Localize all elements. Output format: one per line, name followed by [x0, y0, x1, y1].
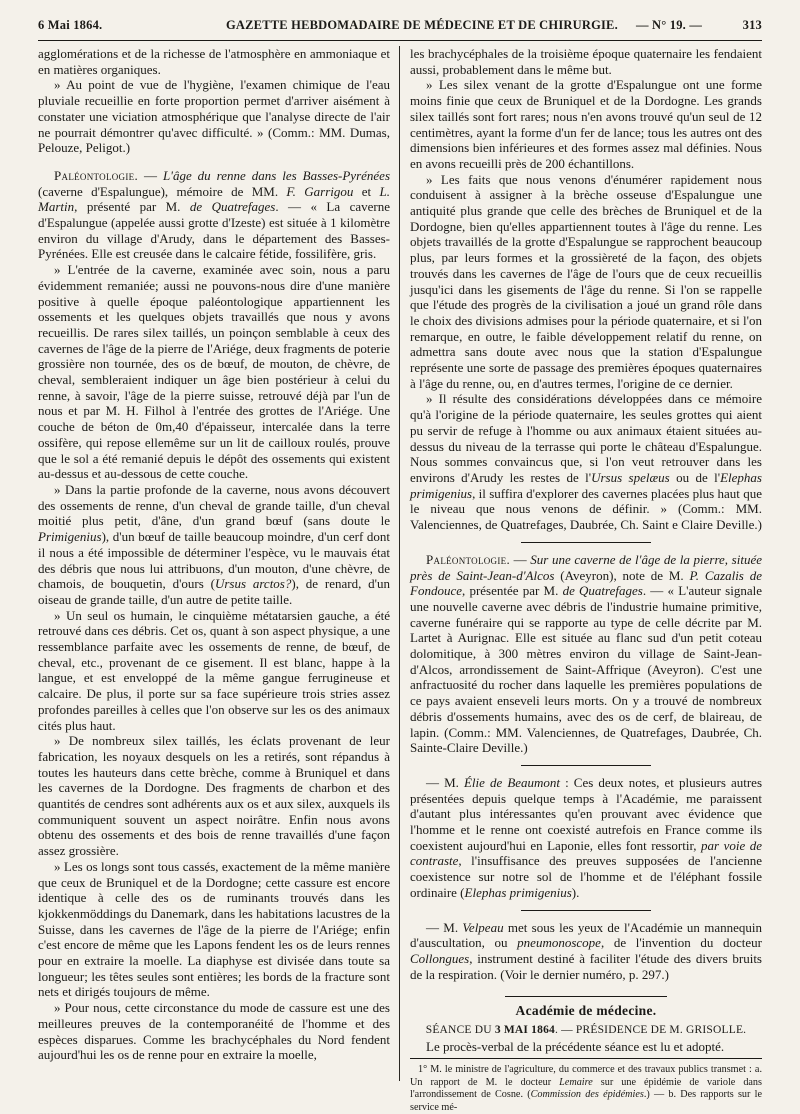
text: , l'insuffisance des preuves supposées de l'ancienne coexistence sur notre sol de l'homme et de l'éléphant fossile ordinaire ( — [410, 853, 762, 900]
dash: — — [138, 167, 163, 183]
paragraph: » Un seul os humain, le cinquième métatarsien gauche, a été retrouvé dans ces débris. Cet os, quant à son aspect physique, a une ressemblance parfaite avec les ossements de renne, de bœuf, de cheval, etc., provenant de ce gisement. Il est blanc, happe à la langue, et est enveloppé de la même gangue ferrugineuse et calcaire. De plus, il porte sur sa face supérieure trois stries assez profondes pareilles à celles que l'on observe sur les os des animaux cités plus haut. — [38, 607, 390, 733]
text: » Dans la partie profonde de la caverne, nous avons découvert des ossements de renne, d'un cheval de grande taille, d'un cheval moitié plus petit, d'âne, d'un grand bœuf (sans doute le — [38, 481, 390, 529]
text: , présenté par M. — [74, 199, 190, 215]
paragraph: » Pour nous, cette circonstance du mode de cassure est une des meilleures preuves de la contemporanéité de l'homme et des espèces disparues. Comme les brachycéphales du Nord fendent aujourd'hui les os de renne pour en extraire la moelle, — [38, 1000, 390, 1063]
speaker-name: Velpeau — [462, 919, 504, 935]
text: sur une épidémie de variole dans l'arrondissement de Cosne. ( — [410, 1076, 762, 1101]
text: ). — [571, 884, 580, 900]
paragraph — [410, 391, 762, 532]
text: (Aveyron), note de M. — [554, 567, 690, 583]
paleontology-entry-saint-jean-d-alcos — [410, 552, 762, 756]
right-column — [410, 46, 763, 1113]
proces-verbal: Le procès-verbal de la précédente séance est lu et adopté. — [426, 1038, 725, 1054]
text: , il suffira d'explorer des cavernes placées plus haut que le niveau que nous venons de définir. » (Comm.: MM. Valenciennes, de Quatrefages, Daubrée, Ch. Saint e Claire Deville.) — [410, 485, 762, 533]
emphasis: pneumonoscope — [517, 935, 601, 951]
text: 1° M. le ministre de l'agriculture, du commerce et des travaux publics transmet : a. Un rapport de M. le docteur — [410, 1064, 762, 1088]
paragraph: » De nombreux silex taillés, les éclats provenant de leur fabrication, les noyaux desquels on les a retirés, sont répandus à toutes les hauteurs dans cette brèche, comme à Bruniquel et dans les cavernes de la Dordogne. Des fragments de charbon et des quantités de cendres sont adhérents aux os et aux silex, auxquels ils communiquent souvent un aspect noirâtre. Enfin nous avons obtenu des ossements et des bois de renne travaillés d'une façon assez grossière. — [38, 733, 390, 859]
presenter-name: de Quatrefages — [189, 199, 276, 215]
issue-number: — N° 19. — — [636, 18, 703, 32]
species-name: Elephas primigenius — [410, 469, 762, 501]
velpeau-remark — [410, 920, 762, 983]
section-label: Paléontologie. — [426, 551, 510, 567]
paragraph: » Les silex venant de la grotte d'Espalungue ont une forme moins finie que ceux de Bruniquel et de la Dordogne. Les grands silex taillés sont fort rares; nous n'en avons trouvé qu'un seul de 12 centimètres, ayant la forme d'un fer de lance; tous les autres ont des dimensions bien inférieures et des formes assez mal définies. Nous en avons recueilli près de 200 échantillons. — [410, 77, 762, 171]
page-number: 313 — [742, 18, 762, 32]
text: ou de l' — [669, 469, 721, 485]
header-rule — [38, 40, 762, 41]
person-name: Collongues — [410, 950, 470, 966]
issue-date: 6 Mai 1864. — [38, 18, 103, 32]
seance-date: 3 MAI 1864 — [494, 1024, 555, 1037]
species-name: Elephas primigenius — [464, 884, 572, 900]
speaker-name: Élie de Beaumont — [463, 774, 561, 790]
beaumont-remark — [410, 775, 762, 901]
correspondence-note — [410, 1064, 762, 1114]
text: , instrument destiné à faciliter l'étude des divers bruits de la respiration. (Voir le dernier numéro, p. 297.) — [410, 950, 762, 982]
paragraph: les brachycéphales de la troisième époque quaternaire les fendaient aussi, probablement dans le même but. — [410, 46, 762, 77]
text: : Ces deux notes, et plusieurs autres présentées depuis quelque temps à l'Académie, me paraissent d'autant plus intéressantes qu'en prouvant avec évidence que l'homme et le renne ont coexisté autrefois en France comme ils coexistent aujourd'hui en Laponie, elles font ressortir, — [410, 774, 763, 853]
text: — M. — [426, 919, 463, 935]
text: . — « La caverne d'Espalungue (appelée aussi grotte d'Izeste) est située à 1 kilomètre environ du village d'Arudy, dans le département des Basses-Pyrénées. Elle est creusée dans le calcaire fétide, fossilifère, gris. — [38, 199, 390, 262]
note-text — [410, 1064, 762, 1114]
text: (caverne d'Espalungue), mémoire de MM. — [38, 183, 287, 199]
running-head — [38, 18, 762, 40]
paragraph: agglomérations et de la richesse de l'atmosphère en ammoniaque et en matières organiques. — [38, 46, 390, 77]
section-separator — [521, 910, 651, 911]
text: . — « L'auteur signale une nouvelle caverne avec débris de l'industrie humaine primitive, caverne funéraire qui se rapporte au type de celle décrite par M. Lartet à Aurignac. Elle est située au flanc sud d'un petit coteau dolomitique, à 300 mètres environ du village de Saint-Jean-d'Alcos, arrondissement de Saint-Affrique (Aveyron). C'est une anfractuosité du rocher dans laquelle les premières populations de ce pays avaient enseveli leurs morts. On y a trouvé de nombreux débris d'ossements humains, avec des os de cerf, de blaireau, de lapin. (Comm.: MM. Valenciennes, de Quatrefages, Daubrée, Ch. Sainte-Claire Deville.) — [410, 583, 762, 756]
emphasis: par voie de contraste — [410, 837, 762, 869]
presenter-name: de Quatrefages — [562, 583, 643, 599]
section-separator — [505, 996, 667, 997]
species-name: Ursus arctos? — [214, 576, 292, 592]
author-name: L. Martin — [38, 183, 390, 215]
academie-heading: Académie de médecine. — [515, 1003, 657, 1019]
text: .) — b. Des rapports sur le service mé- — [410, 1089, 763, 1113]
paragraph: » Les faits que nous venons d'énumérer rapidement nous conduisent à assigner à la brèche osseuse d'Espalungue une antiquité plus grande que celle des brèches de Bruniquel et de la Dordogne, bien qu'elles appartiennent toutes à l'âge du renne. Les objets travaillés de la grotte d'Espalungue se rapprochent beaucoup plus, par leurs formes et la grossièreté de la façon, des objets trouvés dans les cavernes de l'âge de l'ours que de ceux recueillis jusqu'ici dans les gisements de l'âge du renne. Si l'on se rappelle que l'étude des progrès de la civilisation a joué un grand rôle dans le choix des divisions admises pour la période quaternaire, et si l'on remarque, en outre, le faible développement relatif du renne, on admettra sans doute avec nous que la station d'Espalungue représente une sorte de passage des premières époques quaternaires à l'âge du renne, ou, en d'autres termes, l'origine de ce dernier. — [410, 171, 762, 391]
paragraph: » Au point de vue de l'hygiène, l'examen chimique de l'eau pluviale recueillie en forte proportion permet d'arriver aisément à constater une viciation atmosphérique que l'analyse directe de l'air ne pourrait démontrer qu'avec difficulté. » (Comm.: MM. Dumas, Pelouze, Peligot.) — [38, 77, 390, 156]
journal-title: GAZETTE HEBDOMADAIRE DE MÉDECINE ET DE CHIRURGIE. — [226, 18, 618, 32]
note-title: Sur une caverne de l'âge de la pierre, située près de Saint-Jean-d'Alcos — [410, 551, 762, 583]
text: ), d'un bœuf de taille beaucoup moindre, d'un cerf dont il nous a été impossible de déterminer l'espèce, vu le mauvais état des débris que nous lui attribuons, d'un mouton, d'une chèvre, de chamois, de bouquetin, d'ours ( — [38, 529, 390, 592]
dash: — — [510, 551, 531, 567]
paleontology-entry-espalungue — [38, 168, 390, 262]
species-name: Primigenius — [38, 529, 102, 545]
paragraph: » L'entrée de la caverne, examinée avec soin, nous a paru évidemment remaniée; aussi ne pouvons-nous dire d'une manière positive à quelle époque paléontologique appartiennent les ossements et les quelques objets travaillés que nous y avons recueillis. De rares silex taillés, un poinçon semblable à ceux des cavernes de l'âge de la pierre de l'Ariége, deux fragments de poterie grossière non tournée, des os de bœuf, de mouton, de chèvre, de cheval, sembleraient indiquer un âge bien postérieur à celui du renne, à savoir, l'âge de la pierre suisse, retrouvé déjà par l'un de nous et par M. H. Filhol à l'entrée des grottes de l'Ariége. Une couche de béton de 0m,40 d'épaisseur, intercalée dans la terre ossifère, qui repose ellemême sur un lit de cailloux roulés, prouve que le sol a été remanié depuis le dépôt des ossements qui existent au-dessus et au-dessous de cette couche. — [38, 262, 390, 482]
person-name: Lemaire — [559, 1076, 593, 1088]
section-separator — [521, 765, 651, 766]
text: met sous les yeux de l'Académie un mannequin d'auscultation, ou — [410, 919, 762, 951]
column-divider — [399, 46, 400, 1081]
text: — M. — [426, 774, 464, 790]
section-label: Paléontologie. — [54, 167, 138, 183]
author-name: P. Cazalis de Fondouce — [410, 567, 762, 599]
seance-line — [410, 1023, 762, 1039]
text: SÉANCE DU — [425, 1024, 495, 1037]
section-separator — [521, 542, 651, 543]
note-rule — [410, 1058, 762, 1059]
species-name: Ursus spelæus — [591, 469, 670, 485]
paragraph — [38, 482, 390, 608]
commission-name: Commission des épidémies — [530, 1089, 644, 1101]
memoir-title: L'âge du renne dans les Basses-Pyrénées — [162, 167, 391, 183]
paragraph: » Les os longs sont tous cassés, exactement de la même manière que ceux de Bruniquel et de la Dordogne; cette cassure est encore identique à celle des os de ruminants trouvés dans les kjokkenmöddings du Danemark, dans les habitations lacustres de la Suisse, dans les cavernes de l'âge de la pierre de l'Ariége; enfin c'est encore de même que les Lapons fendent les os de leurs rennes pour en extraire la moelle. La diaphyse est divisée dans toute sa longueur; les têtes seules sont entières; les bords de la fracture sont nets et dirigés toujours de même. — [38, 858, 391, 1000]
text: » Il résulte des considérations développées dans ce mémoire qu'à l'origine de la période quaternaire, les seules grottes qui aient pu servir de refuge à l'homme ou aux animaux étaient situées au-dessus du niveau de la terrasse qui porte le château d'Espalungue. Nous sommes convaincus que, si l'on veut retrouver dans les environs d'Arudy les restes de l' — [410, 391, 762, 485]
left-column — [38, 46, 390, 1082]
author-name: F. Garrigou — [286, 183, 354, 199]
text: et — [353, 183, 380, 199]
text: ), de renard, d'un oiseau de grande taille, d'un autre de petite taille. — [38, 576, 390, 607]
text: , de l'invention du docteur — [600, 935, 762, 951]
text: , présentée par M. — [461, 583, 563, 599]
text: . — PRÉSIDENCE DE M. GRISOLLE. — [554, 1024, 747, 1037]
